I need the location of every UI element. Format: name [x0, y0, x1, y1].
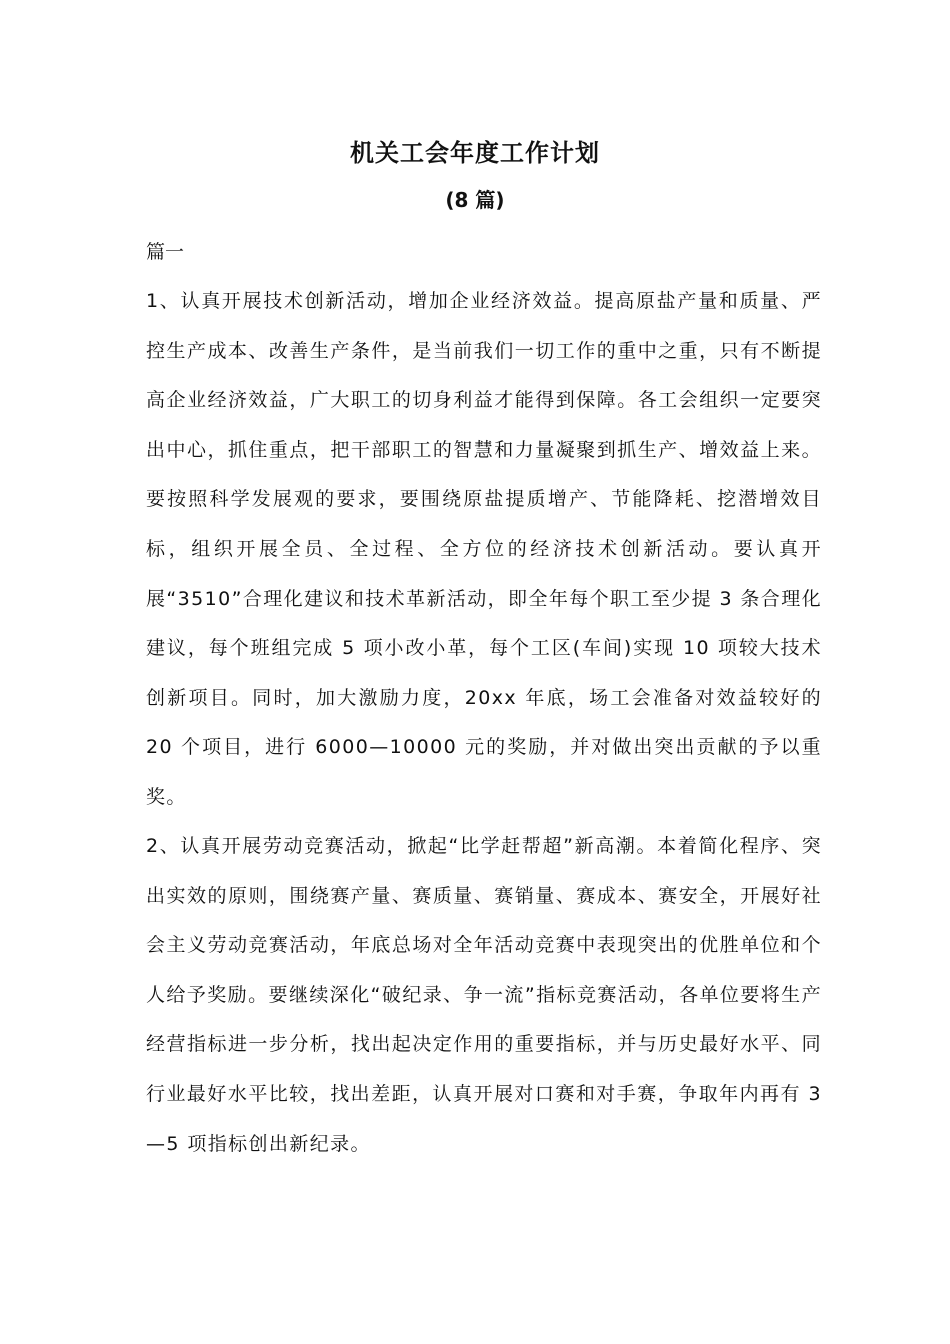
- paragraph-1: 1、认真开展技术创新活动，增加企业经济效益。提高原盐产量和质量、严控生产成本、改善生产条件，是当前我们一切工作的重中之重，只有不断提高企业经济效益，广大职工的切身利益才能得到保障。各工会组织一定要突出中心，抓住重点，把干部职工的智慧和力量凝聚到抓生产、增效益上来。要按照科学发展观的要求，要围绕原盐提质增产、节能降耗、挖潜增效目标，组织开展全员、全过程、全方位的经济技术创新活动。要认真开展“3510”合理化建议和技术革新活动，即全年每个职工至少提 3 条合理化建议，每个班组完成 5 项小改小革，每个工区(车间)实现 10 项较大技术创新项目。同时，加大激励力度，20xx 年底，场工会准备对效益较好的 20 个项目，进行 6000—10000 元的奖励，并对做出突出贡献的予以重奖。: [146, 290, 823, 808]
- section-label: 篇一: [146, 241, 185, 263]
- paragraph-2: 2、认真开展劳动竞赛活动，掀起“比学赶帮超”新高潮。本着简化程序、突出实效的原则，围绕赛产量、赛质量、赛销量、赛成本、赛安全，开展好社会主义劳动竞赛活动，年底总场对全年活动竞赛中表现突出的优胜单位和个人给予奖励。要继续深化“破纪录、争一流”指标竞赛活动，各单位要将生产经营指标进一步分析，找出起决定作用的重要指标，并与历史最好水平、同行业最好水平比较，找出差距，认真开展对口赛和对手赛，争取年内再有 3—5 项指标创出新纪录。: [146, 835, 822, 1155]
- document-title: 机关工会年度工作计划: [350, 139, 600, 167]
- document-subtitle: (8 篇): [445, 188, 505, 212]
